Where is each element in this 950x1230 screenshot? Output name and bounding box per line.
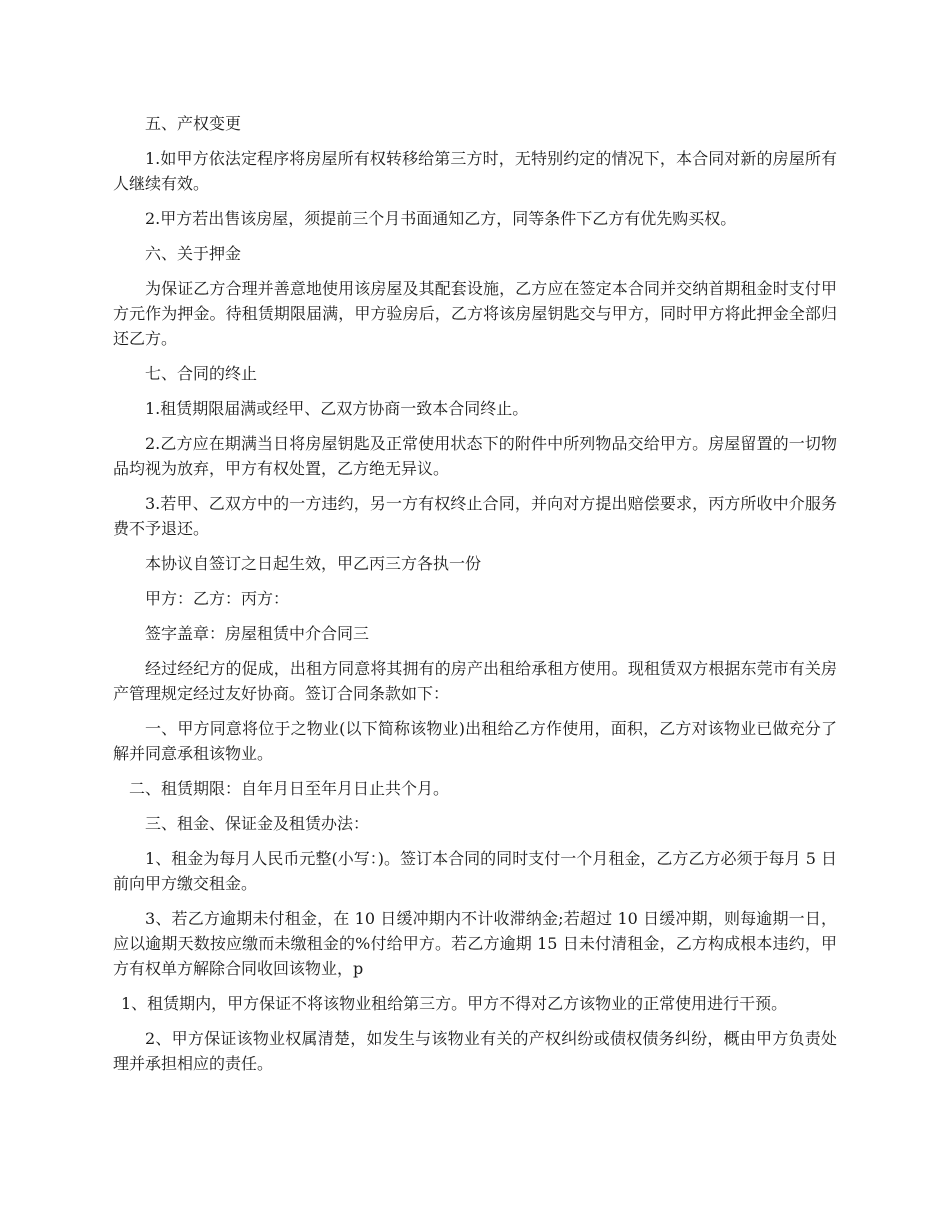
clause-paragraph: 一、甲方同意将位于之物业(以下简称该物业)出租给乙方作使用，面积，乙方对该物业已做充分了解并同意承租该物业。 (113, 719, 837, 763)
section-heading-rent: 三、租金、保证金及租赁办法： (145, 814, 370, 833)
document-page (113, 111, 837, 1086)
clause-paragraph: 1、租赁期内，甲方保证不将该物业租给第三方。甲方不得对乙方该物业的正常使用进行干预。 (121, 994, 788, 1013)
signature-line: 签字盖章：房屋租赁中介合同三 (145, 624, 370, 643)
section-heading-deposit: 六、关于押金 (145, 244, 242, 263)
clause-paragraph: 3.若甲、乙双方中的一方违约，另一方有权终止合同，并向对方提出赔偿要求，丙方所收中介服务费不予退还。 (113, 494, 837, 538)
clause-paragraph: 为保证乙方合理并善意地使用该房屋及其配套设施，乙方应在签定本合同并交纳首期租金时支付甲方元作为押金。待租赁期限届满，甲方验房后，乙方将该房屋钥匙交与甲方，同时甲方将此押金全部归还乙方。 (113, 279, 837, 348)
clause-paragraph: 2.甲方若出售该房屋，须提前三个月书面通知乙方，同等条件下乙方有优先购买权。 (145, 209, 737, 228)
clause-paragraph: 1、租金为每月人民币元整(小写：)。签订本合同的同时支付一个月租金，乙方乙方必须于每月 5 日前向甲方缴交租金。 (113, 849, 837, 893)
section-heading-property-change: 五、产权变更 (145, 114, 242, 133)
effective-statement: 本协议自签订之日起生效，甲乙丙三方各执一份 (145, 554, 482, 573)
clause-paragraph: 2.乙方应在期满当日将房屋钥匙及正常使用状态下的附件中所列物品交给甲方。房屋留置的一切物品均视为放弃，甲方有权处置，乙方绝无异议。 (113, 434, 837, 478)
clause-paragraph: 3、若乙方逾期未付租金，在 10 日缓冲期内不计收滞纳金;若超过 10 日缓冲期，则每逾期一日，应以逾期天数按应缴而未缴租金的%付给甲方。若乙方逾期 15 日未付清租金，乙方构成根本违约，甲方有权单方解除合同收回该物业，p (113, 909, 837, 978)
contract-preamble: 经过经纪方的促成，出租方同意将其拥有的房产出租给承租方使用。现租赁双方根据东莞市有关房产管理规定经过友好协商。签订合同条款如下： (113, 659, 837, 703)
clause-paragraph: 二、租赁期限：自年月日至年月日止共个月。 (129, 779, 450, 798)
clause-paragraph: 1.租赁期限届满或经甲、乙双方协商一致本合同终止。 (145, 399, 529, 418)
parties-line: 甲方：乙方：丙方： (145, 589, 290, 608)
clause-paragraph: 2、甲方保证该物业权属清楚，如发生与该物业有关的产权纠纷或债权债务纠纷，概由甲方负责处理并承担相应的责任。 (113, 1029, 837, 1073)
section-heading-termination: 七、合同的终止 (145, 364, 258, 383)
clause-paragraph: 1.如甲方依法定程序将房屋所有权转移给第三方时，无特别约定的情况下，本合同对新的房屋所有人继续有效。 (113, 149, 837, 193)
